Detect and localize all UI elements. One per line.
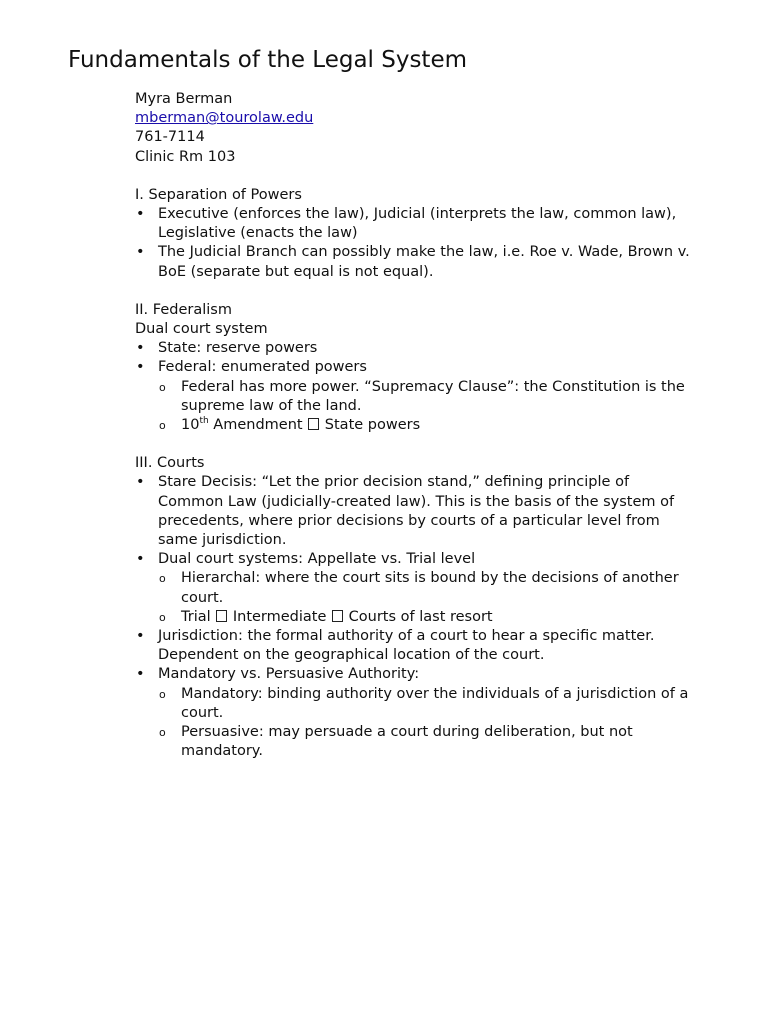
contact-block (135, 90, 695, 167)
contact-phone: 761-7114 (135, 129, 205, 146)
ordinal-suffix: th (199, 416, 209, 427)
arrow-box-icon (308, 418, 319, 430)
document-title: Fundamentals of the Legal System (68, 47, 468, 73)
list-item: • State: reserve powers (135, 339, 695, 358)
list-item: • Stare Decisis: “Let the prior decision stand,” defining principle of Common Law (judicially-created law). This is the basis of the system of precedents, where prior decisions by courts of a particular level from same jurisdiction. (135, 473, 695, 550)
list-item: • Jurisdiction: the formal authority of a court to hear a specific matter. Dependent on the geographical location of the court. (135, 627, 695, 665)
section-separation-of-powers (135, 186, 695, 282)
section-heading: II. Federalism (135, 301, 232, 318)
sub-list-item: o Federal has more power. “Supremacy Clause”: the Constitution is the supreme law of the land. (135, 378, 695, 416)
section-subheading: Dual court system (135, 321, 268, 338)
section-heading: I. Separation of Powers (135, 186, 302, 203)
document-body (135, 90, 695, 762)
sub-list-item: o Persuasive: may persuade a court during deliberation, but not mandatory. (135, 723, 695, 761)
section-heading: III. Courts (135, 455, 205, 472)
arrow-box-icon (332, 610, 343, 622)
list-item: • Federal: enumerated powers (135, 358, 695, 377)
sub-list-item: o Hierarchal: where the court sits is bound by the decisions of another court. (135, 569, 695, 607)
section-federalism (135, 301, 695, 435)
contact-room: Clinic Rm 103 (135, 148, 236, 165)
sub-list-item: o Trial Intermediate Courts of last resort (135, 608, 695, 627)
sub-list-item: o 10th Amendment State powers (135, 416, 695, 435)
list-item: • Executive (enforces the law), Judicial (interprets the law, common law), Legislative (enacts the law) (135, 205, 695, 243)
sub-list-item: o Mandatory: binding authority over the individuals of a jurisdiction of a court. (135, 685, 695, 723)
amendment-number: 10 (181, 417, 200, 434)
contact-email-link[interactable]: mberman@tourolaw.edu (135, 110, 314, 127)
section-courts (135, 454, 695, 761)
list-item: • Dual court systems: Appellate vs. Trial level (135, 550, 695, 569)
list-item: • Mandatory vs. Persuasive Authority: (135, 665, 695, 684)
arrow-box-icon (216, 610, 227, 622)
list-item: • The Judicial Branch can possibly make the law, i.e. Roe v. Wade, Brown v. BoE (separate but equal is not equal). (135, 243, 695, 281)
contact-name: Myra Berman (135, 91, 233, 107)
